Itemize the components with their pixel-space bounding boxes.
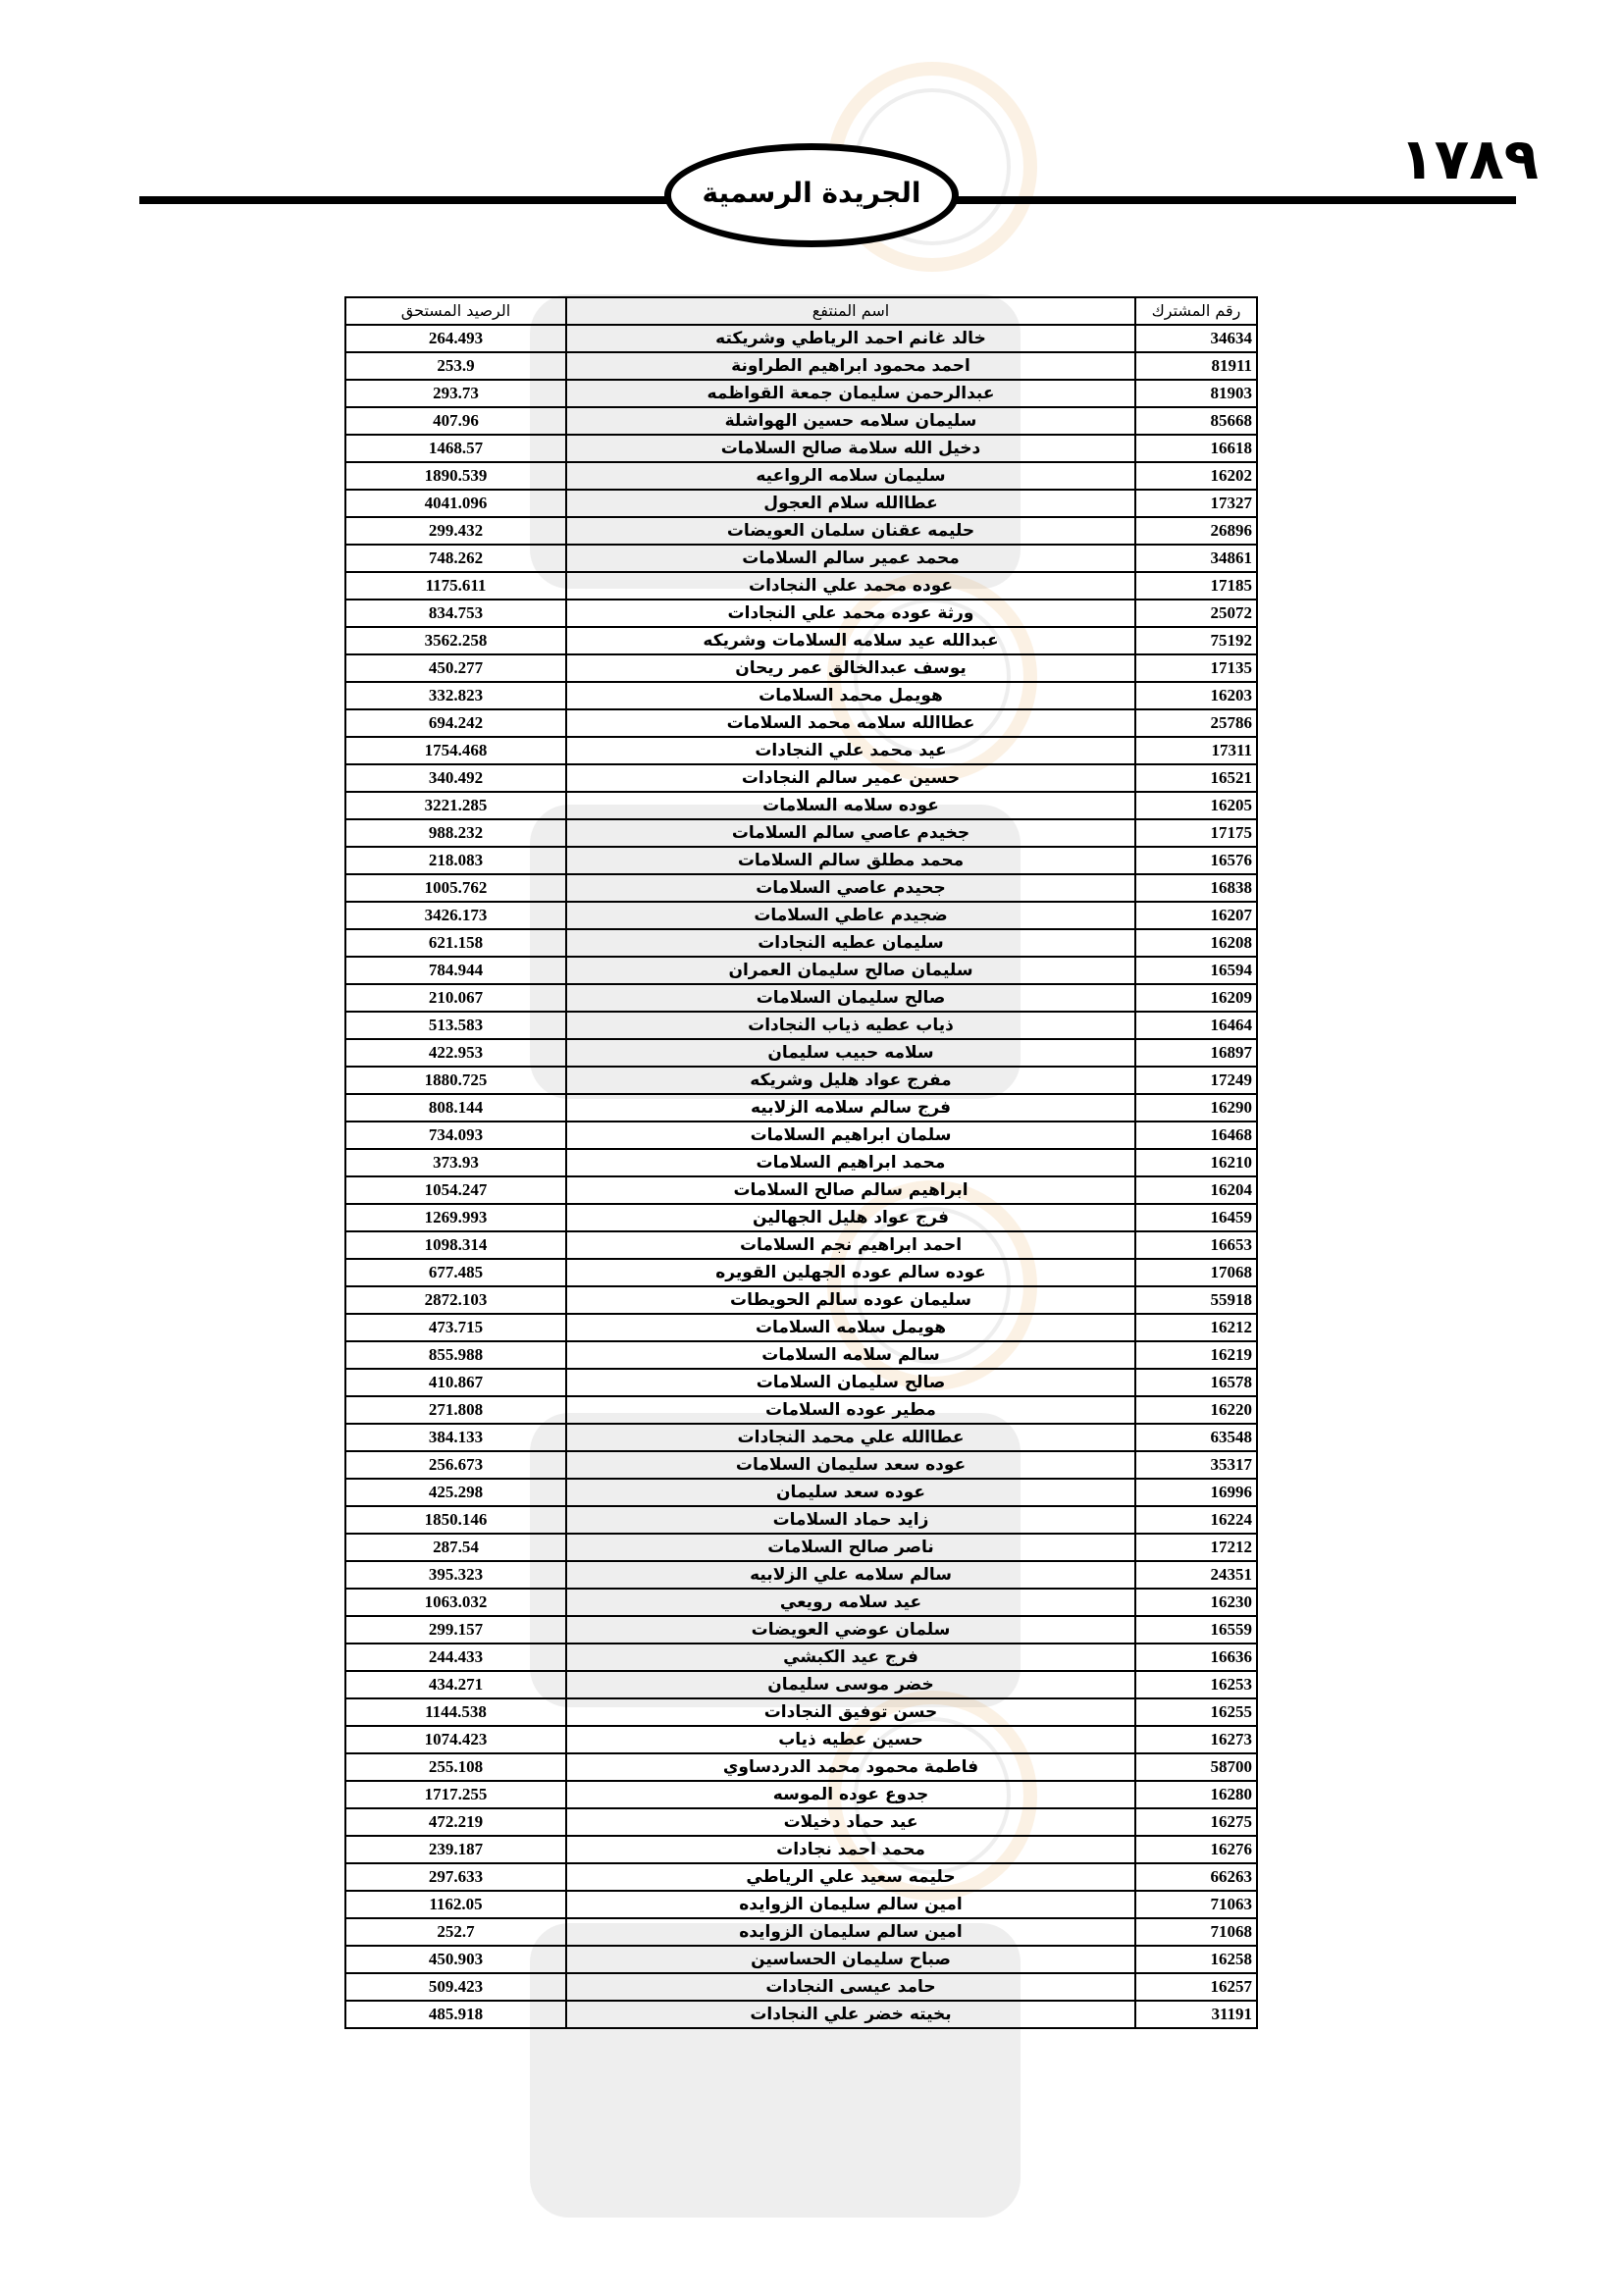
- balance-due-cell: 834.753: [345, 600, 566, 627]
- beneficiary-name-cell: عبدالرحمن سليمان جمعة القواظمه: [566, 380, 1135, 407]
- subscriber-id-cell: 17249: [1135, 1067, 1257, 1094]
- balance-due-cell: 509.423: [345, 1973, 566, 2001]
- balance-due-cell: 1098.314: [345, 1231, 566, 1259]
- table-row: [345, 325, 1257, 352]
- table-row: [345, 1589, 1257, 1616]
- table-row: [345, 792, 1257, 819]
- column-header-subscriber-id: رقم المشترك: [1135, 297, 1257, 325]
- column-header-balance-due: الرصيد المستحق: [345, 297, 566, 325]
- table-row: [345, 1616, 1257, 1644]
- table-row: [345, 1726, 1257, 1753]
- beneficiary-name-cell: خضر موسى سليمان: [566, 1671, 1135, 1698]
- balance-due-cell: 410.867: [345, 1369, 566, 1396]
- page-number: ١٧٨٩: [1399, 126, 1539, 192]
- beneficiary-name-cell: حسين عطيه ذياب: [566, 1726, 1135, 1753]
- beneficiary-name-cell: احمد ابراهيم نجم السلامات: [566, 1231, 1135, 1259]
- subscriber-id-cell: 25072: [1135, 600, 1257, 627]
- subscriber-id-cell: 16203: [1135, 682, 1257, 709]
- subscriber-id-cell: 16280: [1135, 1781, 1257, 1808]
- table-row: [345, 1506, 1257, 1534]
- table-row: [345, 1122, 1257, 1149]
- table-row: [345, 654, 1257, 682]
- table-row: [345, 1231, 1257, 1259]
- subscriber-id-cell: 16464: [1135, 1012, 1257, 1039]
- balance-due-cell: 621.158: [345, 929, 566, 957]
- table-row: [345, 572, 1257, 600]
- balance-due-cell: 293.73: [345, 380, 566, 407]
- beneficiary-name-cell: زايد حماد السلامات: [566, 1506, 1135, 1534]
- subscriber-id-cell: 17327: [1135, 490, 1257, 517]
- balance-due-cell: 3562.258: [345, 627, 566, 654]
- balance-due-cell: 255.108: [345, 1753, 566, 1781]
- beneficiary-name-cell: هويمل محمد السلامات: [566, 682, 1135, 709]
- beneficiary-name-cell: محمد مطلق سالم السلامات: [566, 847, 1135, 874]
- table-row: [345, 435, 1257, 462]
- subscriber-id-cell: 34861: [1135, 545, 1257, 572]
- table-row: [345, 1176, 1257, 1204]
- subscriber-id-cell: 17212: [1135, 1534, 1257, 1561]
- balance-due-cell: 434.271: [345, 1671, 566, 1698]
- table-row: [345, 1808, 1257, 1836]
- balance-due-cell: 748.262: [345, 545, 566, 572]
- subscriber-id-cell: 16521: [1135, 764, 1257, 792]
- table-row: [345, 490, 1257, 517]
- balance-due-cell: 384.133: [345, 1424, 566, 1451]
- table-row: [345, 1671, 1257, 1698]
- table-row: [345, 957, 1257, 984]
- subscriber-id-cell: 35317: [1135, 1451, 1257, 1479]
- table-row: [345, 1204, 1257, 1231]
- subscriber-id-cell: 16897: [1135, 1039, 1257, 1067]
- beneficiary-name-cell: ناصر صالح السلامات: [566, 1534, 1135, 1561]
- beneficiary-name-cell: فرج عيد الكبشي: [566, 1644, 1135, 1671]
- subscriber-id-cell: 25786: [1135, 709, 1257, 737]
- table-row: [345, 1067, 1257, 1094]
- beneficiary-name-cell: سلمان ابراهيم السلامات: [566, 1122, 1135, 1149]
- table-row: [345, 1094, 1257, 1122]
- balance-due-cell: 244.433: [345, 1644, 566, 1671]
- beneficiary-name-cell: عيد سلامه رويعي: [566, 1589, 1135, 1616]
- beneficiary-name-cell: سليمان سلامه الرواعيه: [566, 462, 1135, 490]
- beneficiary-name-cell: مفرج عواد هليل وشريكه: [566, 1067, 1135, 1094]
- beneficiary-name-cell: حسين عمير سالم النجادات: [566, 764, 1135, 792]
- subscriber-id-cell: 66263: [1135, 1863, 1257, 1891]
- subscriber-id-cell: 16230: [1135, 1589, 1257, 1616]
- table-row: [345, 1369, 1257, 1396]
- table-row: [345, 984, 1257, 1012]
- table-row: [345, 1012, 1257, 1039]
- beneficiary-name-cell: عوده محمد علي النجادات: [566, 572, 1135, 600]
- table-row: [345, 1863, 1257, 1891]
- balance-due-cell: 485.918: [345, 2001, 566, 2028]
- balance-due-cell: 373.93: [345, 1149, 566, 1176]
- table-row: [345, 1561, 1257, 1589]
- subscriber-id-cell: 16594: [1135, 957, 1257, 984]
- table-row: [345, 929, 1257, 957]
- balance-due-cell: 1717.255: [345, 1781, 566, 1808]
- beneficiary-name-cell: فرج عواد هليل الجهالين: [566, 1204, 1135, 1231]
- table-row: [345, 1836, 1257, 1863]
- subscriber-id-cell: 24351: [1135, 1561, 1257, 1589]
- table-header-row: [345, 297, 1257, 325]
- beneficiary-name-cell: سلمان عوضي العويضات: [566, 1616, 1135, 1644]
- balance-due-cell: 299.157: [345, 1616, 566, 1644]
- table-row: [345, 847, 1257, 874]
- balance-due-cell: 1144.538: [345, 1698, 566, 1726]
- subscriber-id-cell: 16224: [1135, 1506, 1257, 1534]
- balance-due-cell: 256.673: [345, 1451, 566, 1479]
- subscriber-id-cell: 34634: [1135, 325, 1257, 352]
- subscriber-id-cell: 16559: [1135, 1616, 1257, 1644]
- beneficiary-name-cell: محمد عمير سالم السلامات: [566, 545, 1135, 572]
- subscriber-id-cell: 16257: [1135, 1973, 1257, 2001]
- table-row: [345, 1534, 1257, 1561]
- table-row: [345, 1396, 1257, 1424]
- subscriber-id-cell: 63548: [1135, 1424, 1257, 1451]
- subscriber-id-cell: 16290: [1135, 1094, 1257, 1122]
- subscriber-id-cell: 16220: [1135, 1396, 1257, 1424]
- balance-due-cell: 425.298: [345, 1479, 566, 1506]
- table-row: [345, 462, 1257, 490]
- subscriber-id-cell: 16276: [1135, 1836, 1257, 1863]
- table-row: [345, 545, 1257, 572]
- balance-due-cell: 988.232: [345, 819, 566, 847]
- balance-due-cell: 2872.103: [345, 1286, 566, 1314]
- table-row: [345, 1039, 1257, 1067]
- subscriber-id-cell: 16253: [1135, 1671, 1257, 1698]
- balance-due-cell: 3426.173: [345, 902, 566, 929]
- subscriber-id-cell: 85668: [1135, 407, 1257, 435]
- beneficiary-name-cell: امين سالم سليمان الزوايده: [566, 1891, 1135, 1918]
- table-row: [345, 874, 1257, 902]
- gazette-title: الجريدة الرسمية: [702, 176, 921, 209]
- subscriber-id-cell: 16205: [1135, 792, 1257, 819]
- subscriber-id-cell: 17185: [1135, 572, 1257, 600]
- subscriber-id-cell: 16275: [1135, 1808, 1257, 1836]
- beneficiary-name-cell: عوده سلامه السلامات: [566, 792, 1135, 819]
- table-row: [345, 1644, 1257, 1671]
- beneficiary-name-cell: سليمان عطيه النجادات: [566, 929, 1135, 957]
- table-row: [345, 517, 1257, 545]
- beneficiary-name-cell: سلامه حبيب سليمان: [566, 1039, 1135, 1067]
- beneficiary-name-cell: عبدالله عيد سلامه السلامات وشريكه: [566, 627, 1135, 654]
- balance-due-cell: 252.7: [345, 1918, 566, 1946]
- balance-due-cell: 1754.468: [345, 737, 566, 764]
- balance-due-cell: 4041.096: [345, 490, 566, 517]
- balance-due-cell: 472.219: [345, 1808, 566, 1836]
- subscriber-id-cell: 16207: [1135, 902, 1257, 929]
- subscriber-id-cell: 17135: [1135, 654, 1257, 682]
- balance-due-cell: 808.144: [345, 1094, 566, 1122]
- subscriber-id-cell: 17311: [1135, 737, 1257, 764]
- balance-due-cell: 855.988: [345, 1341, 566, 1369]
- balance-due-cell: 210.067: [345, 984, 566, 1012]
- balance-due-cell: 513.583: [345, 1012, 566, 1039]
- column-header-beneficiary-name: اسم المنتفع: [566, 297, 1135, 325]
- balance-due-cell: 694.242: [345, 709, 566, 737]
- beneficiary-name-cell: فرج سالم سلامه الزلابيه: [566, 1094, 1135, 1122]
- balance-due-cell: 297.633: [345, 1863, 566, 1891]
- beneficiary-name-cell: احمد محمود ابراهيم الطراونة: [566, 352, 1135, 380]
- subscriber-id-cell: 26896: [1135, 517, 1257, 545]
- table-row: [345, 1341, 1257, 1369]
- beneficiary-name-cell: عوده سعد سليمان السلامات: [566, 1451, 1135, 1479]
- balance-due-cell: 271.808: [345, 1396, 566, 1424]
- balance-due-cell: 1880.725: [345, 1067, 566, 1094]
- beneficiary-name-cell: سالم سلامه علي الزلابيه: [566, 1561, 1135, 1589]
- balance-due-cell: 239.187: [345, 1836, 566, 1863]
- table-row: [345, 352, 1257, 380]
- table-row: [345, 1753, 1257, 1781]
- table-row: [345, 1973, 1257, 2001]
- beneficiary-name-cell: حسن توفيق النجادات: [566, 1698, 1135, 1726]
- beneficiary-name-cell: حليمه عقنان سلمان العويضات: [566, 517, 1135, 545]
- balance-due-cell: 784.944: [345, 957, 566, 984]
- subscriber-id-cell: 16202: [1135, 462, 1257, 490]
- table-row: [345, 407, 1257, 435]
- balance-due-cell: 407.96: [345, 407, 566, 435]
- subscriber-id-cell: 16996: [1135, 1479, 1257, 1506]
- balance-due-cell: 332.823: [345, 682, 566, 709]
- balance-due-cell: 264.493: [345, 325, 566, 352]
- table-row: [345, 380, 1257, 407]
- subscriber-id-cell: 31191: [1135, 2001, 1257, 2028]
- balance-due-cell: 1468.57: [345, 435, 566, 462]
- table-row: [345, 1424, 1257, 1451]
- subscriber-id-cell: 16210: [1135, 1149, 1257, 1176]
- beneficiary-name-cell: صالح سليمان السلامات: [566, 984, 1135, 1012]
- subscriber-id-cell: 16219: [1135, 1341, 1257, 1369]
- subscriber-id-cell: 81903: [1135, 380, 1257, 407]
- beneficiaries-table: [344, 296, 1258, 2029]
- subscriber-id-cell: 16255: [1135, 1698, 1257, 1726]
- balance-due-cell: 395.323: [345, 1561, 566, 1589]
- balance-due-cell: 450.903: [345, 1946, 566, 1973]
- beneficiary-name-cell: ورثة عوده محمد علي النجادات: [566, 600, 1135, 627]
- subscriber-id-cell: 16212: [1135, 1314, 1257, 1341]
- table-row: [345, 1286, 1257, 1314]
- subscriber-id-cell: 16258: [1135, 1946, 1257, 1973]
- beneficiary-name-cell: عوده سالم عوده الجهلين القويره: [566, 1259, 1135, 1286]
- table-row: [345, 600, 1257, 627]
- balance-due-cell: 299.432: [345, 517, 566, 545]
- balance-due-cell: 1074.423: [345, 1726, 566, 1753]
- beneficiary-name-cell: سليمان سلامه حسين الهواشلة: [566, 407, 1135, 435]
- beneficiary-name-cell: ابراهيم سالم صالح السلامات: [566, 1176, 1135, 1204]
- balance-due-cell: 473.715: [345, 1314, 566, 1341]
- subscriber-id-cell: 16576: [1135, 847, 1257, 874]
- table-row: [345, 1698, 1257, 1726]
- beneficiary-name-cell: حامد عيسى النجادات: [566, 1973, 1135, 2001]
- beneficiary-name-cell: سليمان عوده سالم الحويطات: [566, 1286, 1135, 1314]
- subscriber-id-cell: 75192: [1135, 627, 1257, 654]
- table-row: [345, 1451, 1257, 1479]
- beneficiary-name-cell: امين سالم سليمان الزوايده: [566, 1918, 1135, 1946]
- subscriber-id-cell: 16653: [1135, 1231, 1257, 1259]
- beneficiary-name-cell: صالح سليمان السلامات: [566, 1369, 1135, 1396]
- subscriber-id-cell: 58700: [1135, 1753, 1257, 1781]
- beneficiary-name-cell: هويمل سلامه السلامات: [566, 1314, 1135, 1341]
- table-row: [345, 682, 1257, 709]
- subscriber-id-cell: 16618: [1135, 435, 1257, 462]
- table-row: [345, 1479, 1257, 1506]
- balance-due-cell: 1890.539: [345, 462, 566, 490]
- beneficiary-name-cell: مطير عوده السلامات: [566, 1396, 1135, 1424]
- subscriber-id-cell: 16204: [1135, 1176, 1257, 1204]
- balance-due-cell: 1850.146: [345, 1506, 566, 1534]
- balance-due-cell: 287.54: [345, 1534, 566, 1561]
- balance-due-cell: 340.492: [345, 764, 566, 792]
- table-row: [345, 1891, 1257, 1918]
- subscriber-id-cell: 17068: [1135, 1259, 1257, 1286]
- beneficiary-name-cell: سليمان صالح سليمان العمران: [566, 957, 1135, 984]
- table-row: [345, 1918, 1257, 1946]
- subscriber-id-cell: 16208: [1135, 929, 1257, 957]
- table-row: [345, 1149, 1257, 1176]
- balance-due-cell: 450.277: [345, 654, 566, 682]
- subscriber-id-cell: 71068: [1135, 1918, 1257, 1946]
- table-row: [345, 764, 1257, 792]
- subscriber-id-cell: 55918: [1135, 1286, 1257, 1314]
- subscriber-id-cell: 16273: [1135, 1726, 1257, 1753]
- subscriber-id-cell: 17175: [1135, 819, 1257, 847]
- subscriber-id-cell: 16636: [1135, 1644, 1257, 1671]
- beneficiary-name-cell: سالم سلامه السلامات: [566, 1341, 1135, 1369]
- balance-due-cell: 1005.762: [345, 874, 566, 902]
- beneficiary-name-cell: عيد حماد دخيلات: [566, 1808, 1135, 1836]
- subscriber-id-cell: 16459: [1135, 1204, 1257, 1231]
- beneficiary-name-cell: ذياب عطيه ذياب النجادات: [566, 1012, 1135, 1039]
- subscriber-id-cell: 16209: [1135, 984, 1257, 1012]
- balance-due-cell: 1162.05: [345, 1891, 566, 1918]
- beneficiary-name-cell: فاطمة محمود محمد الدردساوي: [566, 1753, 1135, 1781]
- beneficiary-name-cell: بخيته خضر علي النجادات: [566, 2001, 1135, 2028]
- table-row: [345, 1781, 1257, 1808]
- subscriber-id-cell: 16468: [1135, 1122, 1257, 1149]
- table-row: [345, 737, 1257, 764]
- beneficiary-name-cell: عطاالله سلام العجول: [566, 490, 1135, 517]
- gazette-title-oval: [664, 143, 959, 247]
- beneficiary-name-cell: حليمه سعيد علي الرياطي: [566, 1863, 1135, 1891]
- table-row: [345, 1259, 1257, 1286]
- balance-due-cell: 677.485: [345, 1259, 566, 1286]
- table-row: [345, 2001, 1257, 2028]
- subscriber-id-cell: 71063: [1135, 1891, 1257, 1918]
- balance-due-cell: 3221.285: [345, 792, 566, 819]
- beneficiary-name-cell: جخيدم عاصي سالم السلامات: [566, 819, 1135, 847]
- beneficiary-name-cell: دخيل الله سلامة صالح السلامات: [566, 435, 1135, 462]
- table-row: [345, 819, 1257, 847]
- balance-due-cell: 422.953: [345, 1039, 566, 1067]
- balance-due-cell: 734.093: [345, 1122, 566, 1149]
- beneficiary-name-cell: عوده سعد سليمان: [566, 1479, 1135, 1506]
- table-row: [345, 902, 1257, 929]
- balance-due-cell: 218.083: [345, 847, 566, 874]
- beneficiary-name-cell: محمد احمد نجادات: [566, 1836, 1135, 1863]
- beneficiary-name-cell: عطاالله سلامه محمد السلامات: [566, 709, 1135, 737]
- beneficiary-name-cell: صباح سليمان الحساسين: [566, 1946, 1135, 1973]
- beneficiary-name-cell: محمد ابراهيم السلامات: [566, 1149, 1135, 1176]
- subscriber-id-cell: 16578: [1135, 1369, 1257, 1396]
- beneficiary-name-cell: جدوع عوده الموسه: [566, 1781, 1135, 1808]
- subscriber-id-cell: 81911: [1135, 352, 1257, 380]
- beneficiary-name-cell: خالد غانم احمد الرياطي وشريكته: [566, 325, 1135, 352]
- table-row: [345, 1314, 1257, 1341]
- balance-due-cell: 1054.247: [345, 1176, 566, 1204]
- beneficiary-name-cell: جحيدم عاصي السلامات: [566, 874, 1135, 902]
- table-row: [345, 709, 1257, 737]
- balance-due-cell: 253.9: [345, 352, 566, 380]
- beneficiary-name-cell: ضجيدم عاطي السلامات: [566, 902, 1135, 929]
- beneficiary-name-cell: عطاالله علي محمد النجادات: [566, 1424, 1135, 1451]
- beneficiary-name-cell: عيد محمد علي النجادات: [566, 737, 1135, 764]
- balance-due-cell: 1063.032: [345, 1589, 566, 1616]
- beneficiary-name-cell: يوسف عبدالخالق عمر ريحان: [566, 654, 1135, 682]
- subscriber-id-cell: 16838: [1135, 874, 1257, 902]
- table-row: [345, 1946, 1257, 1973]
- balance-due-cell: 1175.611: [345, 572, 566, 600]
- balance-due-cell: 1269.993: [345, 1204, 566, 1231]
- table-row: [345, 627, 1257, 654]
